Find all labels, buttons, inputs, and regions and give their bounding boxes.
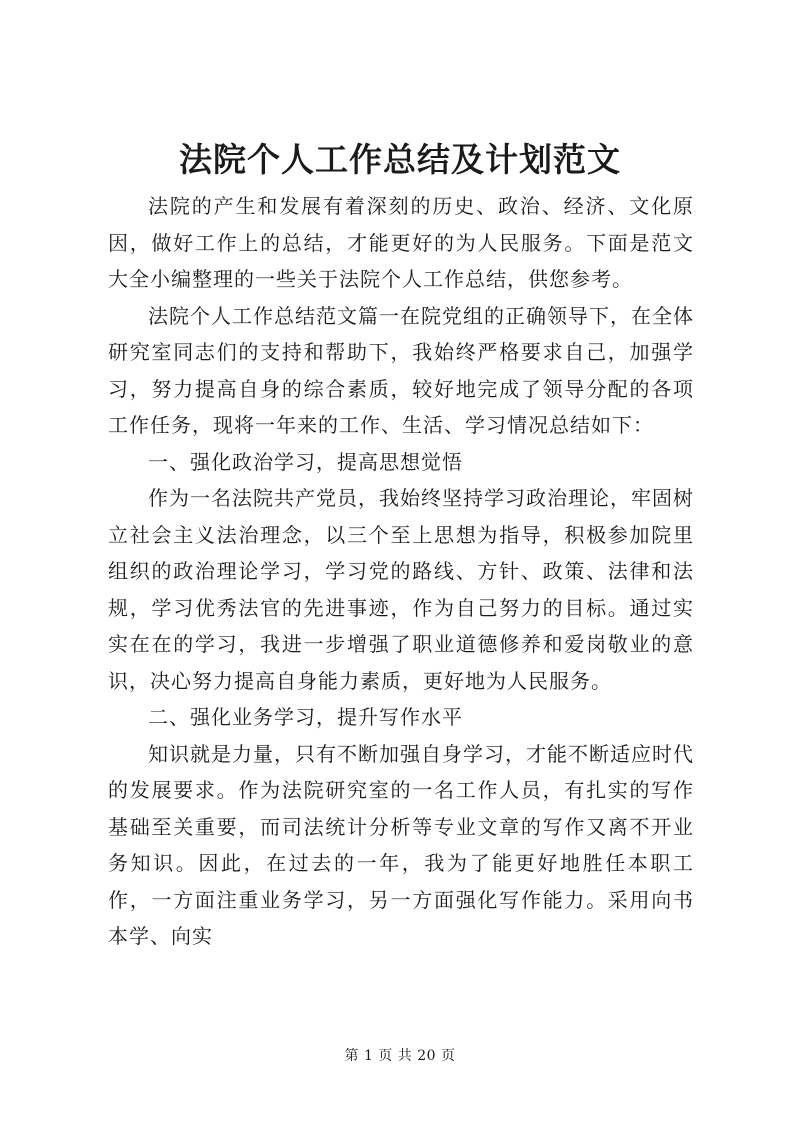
- summary-opening-paragraph: 法院个人工作总结范文篇一在院党组的正确领导下，在全体研究室同志们的支持和帮助下，我始终严格要求自己，加强学习，努力提高自身的综合素质，较好地完成了领导分配的各项工作任务，现将一年来的工作、生活、学习情况总结如下：: [108, 303, 694, 437]
- document-body: [108, 188, 694, 955]
- section-heading-business-study: 二、强化业务学习，提升写作水平: [148, 705, 463, 729]
- intro-paragraph: 法院的产生和发展有着深刻的历史、政治、经济、文化原因，做好工作上的总结，才能更好的为人民服务。下面是范文大全小编整理的一些关于法院个人工作总结，供您参考。: [108, 194, 694, 291]
- document-title: 法院个人工作总结及计划范文: [179, 140, 621, 179]
- section-heading-political-study: 一、强化政治学习，提高思想觉悟: [148, 449, 463, 474]
- political-study-paragraph: 作为一名法院共产党员，我始终坚持学习政治理论，牢固树立社会主义法治理念，以三个至上思想为指导，积极参加院里组织的政治理论学习，学习党的路线、方针、政策、法律和法规，学习优秀法官的先进事迹，作为自己努力的目标。通过实实在在的学习，我进一步增强了职业道德修养和爱岗敬业的意识，决心努力提高自身能力素质，更好地为人民服务。: [108, 486, 694, 693]
- business-study-paragraph: 知识就是力量，只有不断加强自身学习，才能不断适应时代的发展要求。作为法院研究室的一名工作人员，有扎实的写作基础至关重要，而司法统计分析等专业文章的写作又离不开业务知识。因此，在过去的一年，我为了能更好地胜任本职工作，一方面注重业务学习，另一方面强化写作能力。采用向书本学、向实: [108, 741, 694, 948]
- page-number-footer: 第 1 页 共 20 页: [344, 1048, 456, 1064]
